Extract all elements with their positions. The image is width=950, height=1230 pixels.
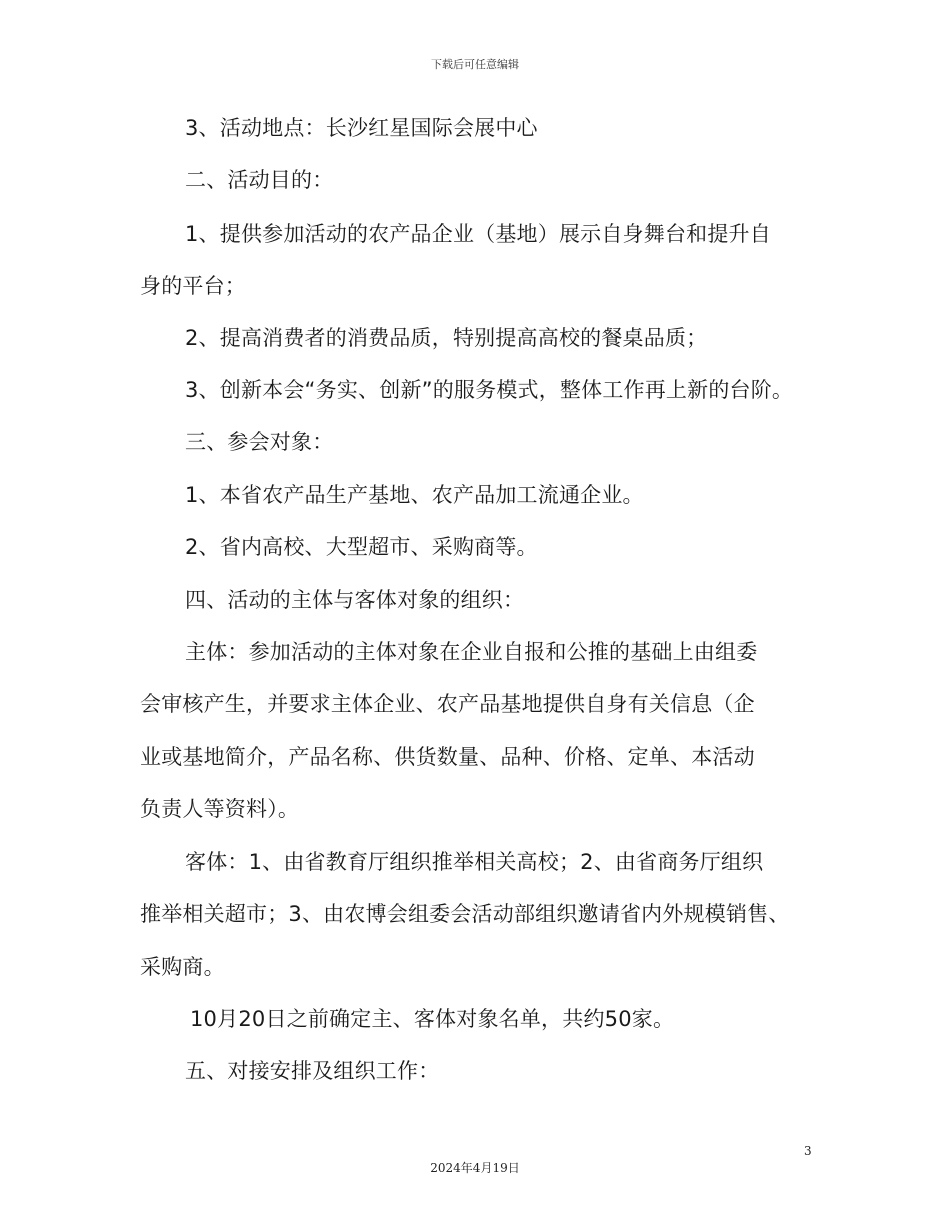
paragraph-line: 2、提高消费者的消费品质，特别提高高校的餐桌品质； [185, 326, 708, 350]
paragraph-line: 主体：参加活动的主体对象在企业自报和公推的基础上由组委 [185, 640, 758, 664]
section-heading: 五、对接安排及组织工作： [185, 1059, 440, 1083]
page-header: 下载后可任意编辑 [431, 58, 519, 71]
paragraph-line: 会审核产生，并要求主体企业、农产品基地提供自身有关信息（企 [140, 692, 755, 716]
section-heading: 四、活动的主体与客体对象的组织： [185, 588, 525, 612]
section-heading: 二、活动目的： [185, 168, 334, 192]
section-heading: 三、参会对象： [185, 430, 334, 454]
paragraph-line: 客体：1、由省教育厅组织推举相关高校；2、由省商务厅组织 [185, 850, 764, 874]
paragraph-line: 采购商。 [140, 955, 225, 979]
paragraph-line: 1、提供参加活动的农产品企业（基地）展示自身舞台和提升自 [185, 222, 771, 246]
paragraph-line: 1、本省农产品生产基地、农产品加工流通企业。 [185, 483, 644, 507]
paragraph-line: 3、活动地点：长沙红星国际会展中心 [185, 116, 538, 140]
page-number: 3 [804, 1144, 812, 1158]
page-footer-date: 2024年4月19日 [430, 1161, 520, 1175]
paragraph-line: 身的平台； [140, 274, 246, 298]
paragraph-line: 3、创新本会“务实、创新”的服务模式，整体工作再上新的台阶。 [185, 378, 794, 402]
paragraph-line: 推举相关超市；3、由农博会组委会活动部组织邀请省内外规模销售、 [140, 902, 790, 926]
paragraph-line: 10月20日之前确定主、客体对象名单，共约50家。 [190, 1007, 675, 1031]
paragraph-line: 负责人等资料）。 [140, 797, 300, 821]
paragraph-line: 2、省内高校、大型超市、采购商等。 [185, 535, 538, 559]
paragraph-line: 业或基地简介，产品名称、供货数量、品种、价格、定单、本活动 [140, 745, 755, 769]
